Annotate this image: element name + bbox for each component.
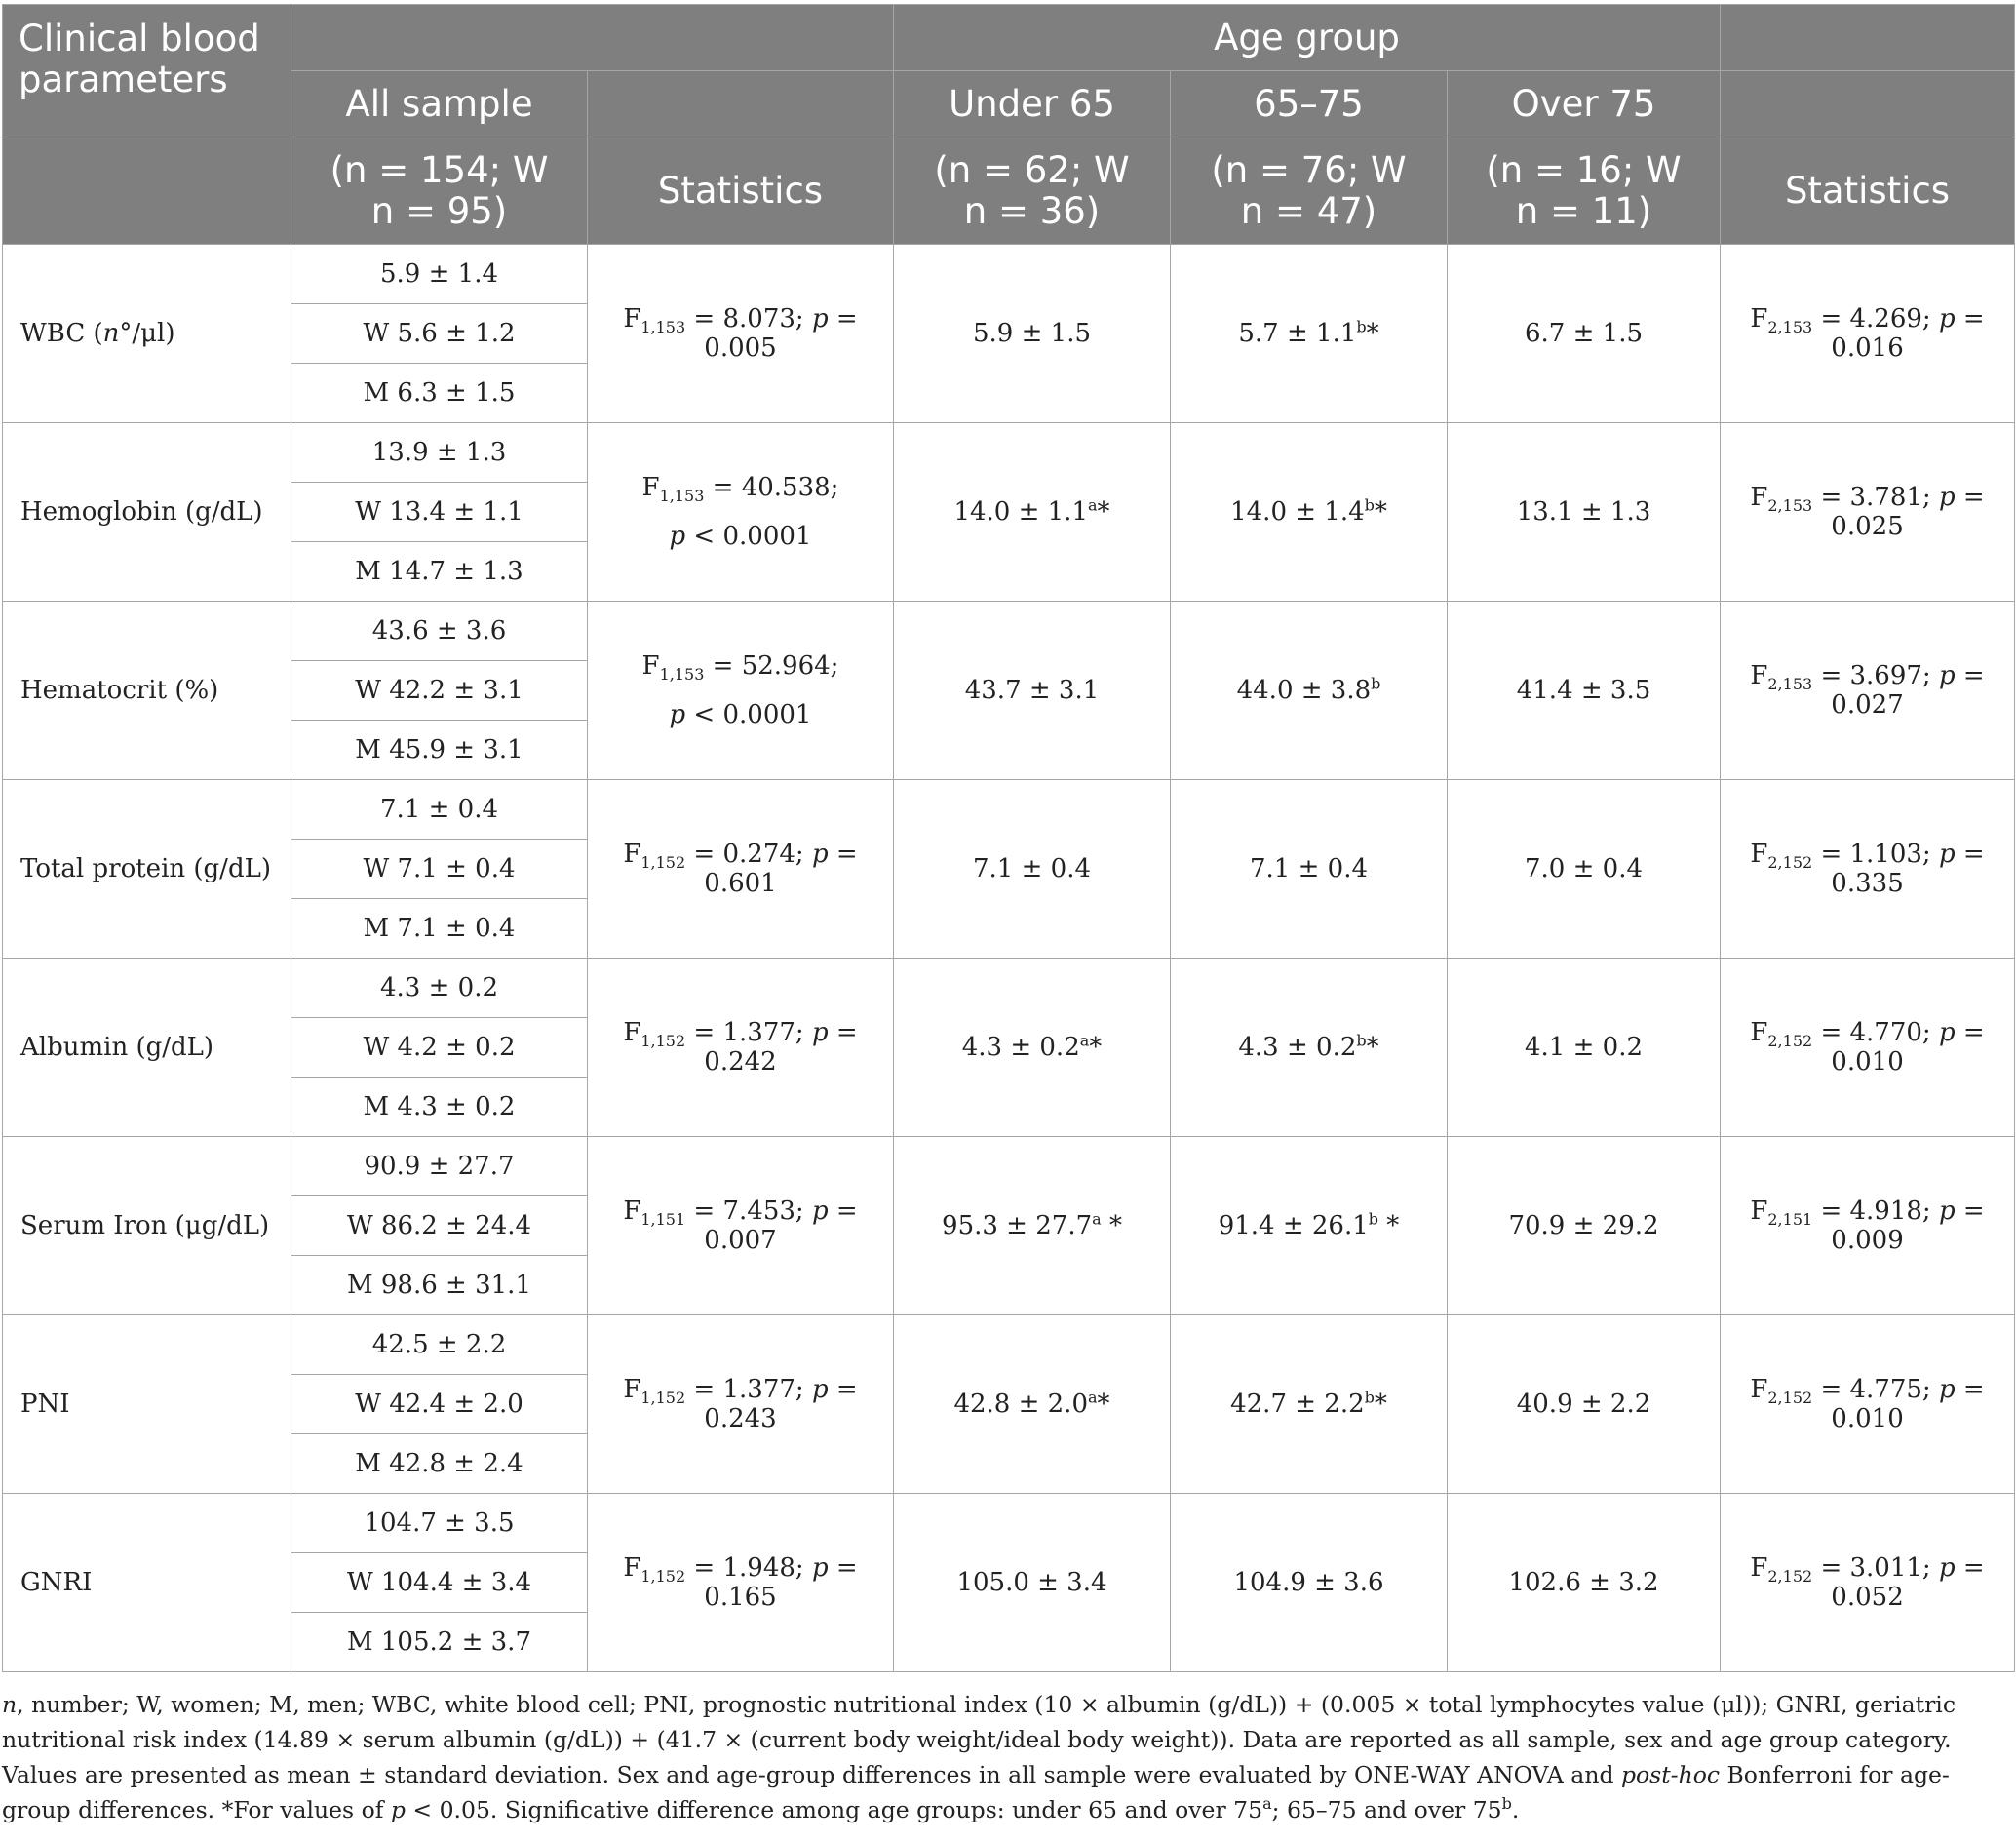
65-75-cell [1171,245,1448,423]
stat-pvalue: = 0.165 [704,1553,858,1612]
group-value: 41.4 ± 3.5 [1516,676,1651,705]
group-value: 42.7 ± 2.2 [1230,1390,1365,1419]
age-statistics-cell [1721,780,2015,959]
all-value: 7.1 ± 0.4 [379,795,498,824]
stat-df: 2,152 [1767,1389,1813,1408]
under65-cell [894,959,1171,1137]
group-value: 6.7 ± 1.5 [1525,319,1644,348]
stat-p-label: p [1938,1553,1956,1583]
param-label: Serum Iron (μg/dL) [20,1211,270,1240]
header-blank-right [1721,5,2015,71]
men-value-cell [291,721,588,780]
women-value: W 5.6 ± 1.2 [363,319,516,348]
sex-statistics-cell [588,959,894,1137]
stat-df: 2,152 [1767,1567,1813,1587]
group-sig-sup: b [1356,1031,1367,1050]
women-value: W 7.1 ± 0.4 [363,854,516,883]
stat-fvalue: = 1.103; [1812,840,1939,869]
param-label-italic: n [102,319,120,348]
group-n-65-75 [1171,137,1448,245]
stat-f-letter: F [1750,661,1768,690]
all-value: 4.3 ± 0.2 [379,973,498,1002]
age-statistics-cell [1721,1315,2015,1494]
stat-pvalue: = 0.025 [1831,483,1985,541]
statistics-header: Statistics [588,137,894,245]
age-statistics-cell [1721,959,2015,1137]
group-n-over75 [1448,137,1721,245]
stat-f-letter: F [1750,1553,1768,1583]
group-sig-sup: b [1368,1209,1379,1229]
stat-fvalue: = 0.274; [685,840,812,869]
param-cell [3,602,291,780]
stat-df: 2,153 [1767,318,1813,337]
param-label: PNI [20,1390,70,1419]
men-value-cell [291,1613,588,1672]
stat-f-letter: F [1750,1196,1768,1226]
table-row [3,1315,2015,1375]
footnote-posthoc: post-hoc [1620,1761,1721,1788]
stat-fvalue: = 4.770; [1812,1018,1939,1047]
all-value-cell [291,423,588,483]
group-sig-sup: a [1079,1031,1090,1050]
all-value-cell [291,602,588,661]
65-75-cell [1171,1137,1448,1315]
group-n-line1: (n = 16; W [1486,148,1682,191]
over75-cell [1448,1315,1721,1494]
women-value-cell [291,1018,588,1078]
footnote-text-2: Bonferroni for age-group differences. *For values of [2,1761,1950,1823]
women-value-cell [291,1196,588,1256]
stat-pvalue: < 0.0001 [685,522,812,551]
group-sig-sup: b [1356,317,1367,336]
all-value-cell [291,245,588,304]
stat-pvalue: = 0.016 [1831,304,1985,363]
stat-df: 2,151 [1767,1210,1813,1230]
stat-p-label: p [811,840,829,869]
all-value: 90.9 ± 27.7 [364,1152,515,1181]
group-header-over75: Over 75 [1448,71,1721,137]
over75-cell [1448,423,1721,602]
group-sig-star: * [1374,1390,1387,1419]
stat-df: 1,151 [640,1210,686,1230]
group-sig-star: * [1366,319,1379,348]
stat-p-label: p [1938,1196,1956,1226]
under65-cell [894,245,1171,423]
65-75-cell [1171,1315,1448,1494]
stat-pvalue: = 0.335 [1831,840,1985,898]
footnote-text-5: . [1511,1796,1520,1823]
stat-df: 1,153 [640,318,686,337]
age-group-header: Age group [894,5,1721,71]
stat-f-letter: F [1750,1375,1768,1404]
stat-p-label: p [669,700,686,729]
under65-cell [894,1315,1171,1494]
header-blank-top [291,5,894,71]
stat-df: 1,153 [659,487,705,506]
men-value-cell [291,1078,588,1137]
age-statistics-cell [1721,602,2015,780]
women-value: W 42.2 ± 3.1 [355,676,523,705]
stat-df: 2,152 [1767,853,1813,873]
all-value: 13.9 ± 1.3 [371,438,507,467]
men-value: M 4.3 ± 0.2 [363,1092,516,1121]
stat-f-letter: F [1750,304,1768,333]
age-statistics-cell [1721,423,2015,602]
statistics-header-age: Statistics [1721,137,2015,245]
stat-pvalue: = 0.007 [704,1196,858,1255]
group-n-line2: n = 36) [963,189,1101,232]
men-value: M 6.3 ± 1.5 [363,378,516,408]
footnote-text-1: , number; W, women; M, men; WBC, white blood cell; PNI, prognostic nutritional index (10 × albumin (g/dL)) + (0.005 × total lymphocytes value (μl)); GNRI, geriatric nutritional risk index (14.89 × serum albumin (g/dL)) + (41.7 × (current body weight/ideal body weight)). Data are reported as all sample, sex and age group category. Values are presented as mean ± standard deviation. Sex and age-group differences in all sample were evaluated by ONE-WAY ANOVA and [2,1691,1956,1788]
stat-fvalue: = 3.781; [1812,483,1939,512]
stat-fvalue: = 7.453; [685,1196,812,1226]
table-row [3,245,2015,304]
men-value-cell [291,1434,588,1494]
stat-f-letter: F [1750,840,1768,869]
under65-cell [894,1494,1171,1672]
stat-df: 1,152 [640,1032,686,1051]
group-value: 104.9 ± 3.6 [1233,1568,1384,1597]
param-cell [3,1494,291,1672]
blood-parameters-table [2,4,2015,1672]
table-row [3,959,2015,1018]
sex-statistics-cell [588,245,894,423]
age-statistics-cell [1721,1494,2015,1672]
stat-p-label: p [669,522,686,551]
stat-f-letter: F [641,651,660,681]
stat-fvalue: = 4.775; [1812,1375,1939,1404]
group-sig-star: * [1366,1033,1379,1062]
stat-p-label: p [811,304,829,333]
group-sig-star: * [1378,1211,1400,1240]
65-75-cell [1171,780,1448,959]
stat-f-letter: F [1750,1018,1768,1047]
table-footnote [2,1687,2010,1827]
stat-fvalue: = 1.377; [685,1018,812,1047]
stat-pvalue: = 0.242 [704,1018,858,1077]
men-value: M 14.7 ± 1.3 [355,557,523,586]
param-label-suffix: °/μl) [119,319,175,348]
women-value-cell [291,483,588,542]
table-row [3,423,2015,483]
group-sig-sup: b [1371,674,1381,693]
women-value: W 104.4 ± 3.4 [346,1568,532,1597]
women-value-cell [291,1375,588,1434]
sex-statistics-cell [588,780,894,959]
stat-df: 2,153 [1767,675,1813,694]
group-value: 14.0 ± 1.4 [1230,497,1365,527]
stat-f-letter: F [623,1553,641,1583]
group-value: 43.7 ± 3.1 [964,676,1100,705]
stat-p-label: p [1938,483,1956,512]
group-sig-star: * [1101,1211,1122,1240]
stat-fvalue: = 1.948; [685,1553,812,1583]
footnote-p: p [390,1796,406,1823]
group-sig-sup: a [1088,1388,1098,1407]
65-75-cell [1171,423,1448,602]
footnote-text-3: < 0.05. Significative difference among age groups: under 65 and over 75 [405,1796,1263,1823]
stat-p-label: p [811,1375,829,1404]
under65-cell [894,423,1171,602]
group-value: 7.1 ± 0.4 [1249,854,1368,883]
param-header-blank [3,137,291,245]
table-header [3,5,2015,245]
stat-p-label: p [811,1018,829,1047]
men-value-cell [291,542,588,602]
sex-statistics-cell [588,1137,894,1315]
stat-fvalue: = 52.964; [704,651,839,681]
group-value: 7.0 ± 0.4 [1525,854,1644,883]
group-value: 70.9 ± 29.2 [1508,1211,1659,1240]
group-sig-sup: a [1088,495,1098,515]
header-blank-stat1 [588,71,894,137]
group-header-under65: Under 65 [894,71,1171,137]
param-label: Total protein (g/dL) [20,854,271,883]
under65-cell [894,1137,1171,1315]
women-value-cell [291,1553,588,1613]
all-sample-n-line1: (n = 154; W [330,148,549,191]
women-value: W 42.4 ± 2.0 [355,1390,523,1419]
group-sig-star: * [1089,1033,1103,1062]
stat-f-letter: F [623,1196,641,1226]
group-value: 44.0 ± 3.8 [1236,676,1372,705]
all-value: 5.9 ± 1.4 [379,259,498,289]
all-value-cell [291,780,588,840]
group-sig-star: * [1097,497,1110,527]
stat-fvalue: = 3.697; [1812,661,1939,690]
group-sig-star: * [1097,1390,1110,1419]
all-value-cell [291,1315,588,1375]
table-row [3,1137,2015,1196]
group-sig-star: * [1374,497,1387,527]
param-cell [3,780,291,959]
stat-p-label: p [1938,1375,1956,1404]
stat-pvalue: = 0.010 [1831,1018,1985,1077]
65-75-cell [1171,959,1448,1137]
stat-df: 2,152 [1767,1032,1813,1051]
stat-fvalue: = 3.011; [1812,1553,1939,1583]
stat-p-label: p [811,1553,829,1583]
stat-fvalue: = 8.073; [685,304,812,333]
women-value-cell [291,840,588,899]
all-value: 43.6 ± 3.6 [371,616,507,646]
table-row [3,602,2015,661]
stat-df: 1,153 [659,665,705,685]
stat-p-label: p [1938,1018,1956,1047]
group-n-line1: (n = 76; W [1211,148,1407,191]
over75-cell [1448,1494,1721,1672]
param-cell [3,959,291,1137]
group-sig-sup: b [1364,495,1375,515]
stat-pvalue: = 0.052 [1831,1553,1985,1612]
stat-pvalue: = 0.010 [1831,1375,1985,1433]
men-value: M 45.9 ± 3.1 [355,735,523,764]
stat-p-label: p [1938,304,1956,333]
group-value: 95.3 ± 27.7 [942,1211,1093,1240]
stat-fvalue: = 4.269; [1812,304,1939,333]
all-sample-n-line2: n = 95) [370,189,508,232]
param-label: Albumin (g/dL) [20,1033,214,1062]
param-label: GNRI [20,1568,93,1597]
param-cell [3,1315,291,1494]
table-row [3,1494,2015,1553]
table-body [3,245,2015,1672]
group-sig-sup: b [1364,1388,1375,1407]
over75-cell [1448,602,1721,780]
param-label: Hematocrit (%) [20,676,219,705]
stat-p-label: p [1938,840,1956,869]
stat-f-letter: F [623,1375,641,1404]
65-75-cell [1171,1494,1448,1672]
all-value-cell [291,1137,588,1196]
param-cell [3,423,291,602]
men-value: M 98.6 ± 31.1 [347,1271,531,1300]
stat-pvalue: = 0.601 [704,840,858,898]
women-value-cell [291,661,588,721]
over75-cell [1448,959,1721,1137]
param-label: Hemoglobin (g/dL) [20,497,263,527]
65-75-cell [1171,602,1448,780]
group-value: 40.9 ± 2.2 [1516,1390,1651,1419]
age-statistics-cell [1721,245,2015,423]
footnote-sup-a: a [1262,1794,1272,1814]
stat-df: 1,152 [640,1389,686,1408]
all-value-cell [291,1494,588,1553]
all-value: 42.5 ± 2.2 [371,1330,507,1359]
group-value: 105.0 ± 3.4 [956,1568,1107,1597]
group-value: 4.1 ± 0.2 [1525,1033,1644,1062]
footnote-text-4: ; 65–75 and over 75 [1271,1796,1502,1823]
group-value: 4.3 ± 0.2 [1238,1033,1357,1062]
stat-df: 2,153 [1767,496,1813,516]
stat-fvalue: = 40.538; [704,473,839,502]
stat-pvalue: < 0.0001 [685,700,812,729]
under65-cell [894,602,1171,780]
under65-cell [894,780,1171,959]
footnote-n: n [2,1691,18,1718]
param-cell [3,1137,291,1315]
stat-df: 1,152 [640,1567,686,1587]
group-value: 91.4 ± 26.1 [1218,1211,1369,1240]
all-value: 104.7 ± 3.5 [364,1509,515,1538]
param-label: WBC ( [20,319,103,348]
group-value: 13.1 ± 1.3 [1516,497,1651,527]
over75-cell [1448,1137,1721,1315]
stat-f-letter: F [1750,483,1768,512]
stat-f-letter: F [623,1018,641,1047]
group-header-65-75: 65–75 [1171,71,1448,137]
group-n-line2: n = 11) [1515,189,1652,232]
sex-statistics-cell [588,423,894,602]
group-value: 7.1 ± 0.4 [972,854,1091,883]
group-n-line2: n = 47) [1240,189,1377,232]
all-sample-header: All sample [291,71,588,137]
param-column-header: Clinical blood parameters [3,5,291,137]
group-value: 102.6 ± 3.2 [1508,1568,1659,1597]
stat-f-letter: F [623,840,641,869]
all-value-cell [291,959,588,1018]
group-value: 42.8 ± 2.0 [953,1390,1088,1419]
stat-df: 1,152 [640,853,686,873]
stat-f-letter: F [623,304,641,333]
stat-pvalue: = 0.027 [1831,661,1985,720]
group-value: 4.3 ± 0.2 [961,1033,1080,1062]
stat-p-label: p [1938,661,1956,690]
stat-p-label: p [811,1196,829,1226]
over75-cell [1448,780,1721,959]
men-value: M 42.8 ± 2.4 [355,1449,523,1478]
header-blank-stat2 [1721,71,2015,137]
stat-fvalue: = 1.377; [685,1375,812,1404]
stat-fvalue: = 4.918; [1812,1196,1939,1226]
table-row [3,780,2015,840]
sex-statistics-cell [588,1315,894,1494]
group-sig-sup: a [1092,1209,1102,1229]
group-value: 5.7 ± 1.1 [1238,319,1357,348]
stat-pvalue: = 0.009 [1831,1196,1985,1255]
men-value-cell [291,364,588,423]
param-cell [3,245,291,423]
group-value: 5.9 ± 1.5 [972,319,1091,348]
footnote-sup-b: b [1501,1794,1512,1814]
men-value-cell [291,899,588,959]
stat-f-letter: F [641,473,660,502]
group-n-line1: (n = 62; W [934,148,1130,191]
sex-statistics-cell [588,1494,894,1672]
stat-pvalue: = 0.243 [704,1375,858,1433]
over75-cell [1448,245,1721,423]
sex-statistics-cell [588,602,894,780]
women-value: W 4.2 ± 0.2 [363,1033,516,1062]
women-value-cell [291,304,588,364]
men-value: M 7.1 ± 0.4 [363,914,516,943]
group-n-under65 [894,137,1171,245]
women-value: W 13.4 ± 1.1 [355,497,523,527]
stat-pvalue: = 0.005 [704,304,858,363]
all-sample-n [291,137,588,245]
age-statistics-cell [1721,1137,2015,1315]
men-value: M 105.2 ± 3.7 [347,1627,531,1657]
group-value: 14.0 ± 1.1 [953,497,1088,527]
women-value: W 86.2 ± 24.4 [346,1211,532,1240]
men-value-cell [291,1256,588,1315]
